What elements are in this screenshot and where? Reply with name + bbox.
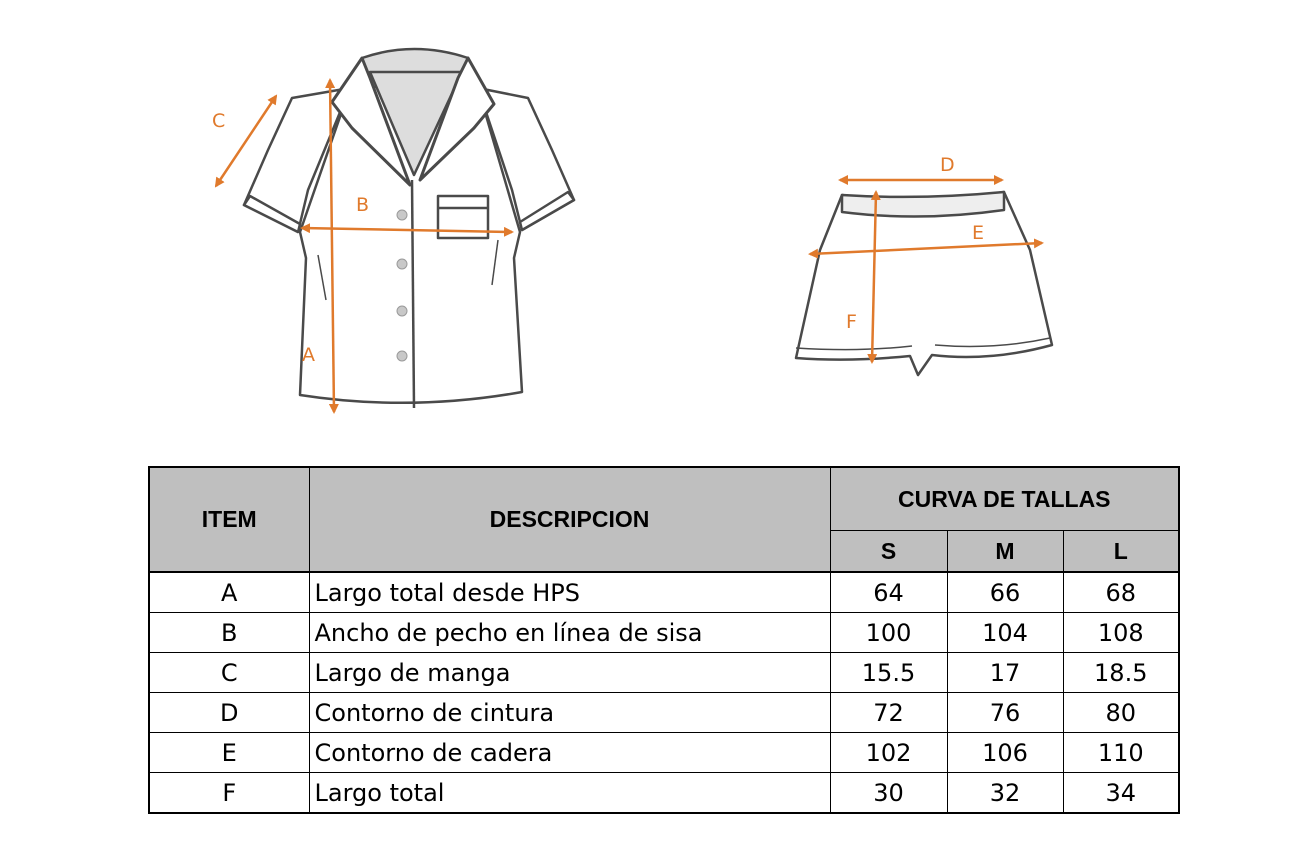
cell-size-m: 76 <box>947 693 1063 733</box>
cell-size-m: 17 <box>947 653 1063 693</box>
label-d: D <box>940 154 955 176</box>
size-chart-header <box>149 467 1179 572</box>
cell-size-s: 15.5 <box>830 653 947 693</box>
table-row <box>149 773 1179 814</box>
cell-item: F <box>149 773 309 814</box>
cell-size-m: 104 <box>947 613 1063 653</box>
cell-size-l: 108 <box>1063 613 1179 653</box>
cell-item: E <box>149 733 309 773</box>
cell-item: C <box>149 653 309 693</box>
cell-description: Contorno de cadera <box>309 733 830 773</box>
header-size-m: M <box>947 531 1063 573</box>
cell-size-s: 30 <box>830 773 947 814</box>
cell-description: Largo total <box>309 773 830 814</box>
cell-size-l: 80 <box>1063 693 1179 733</box>
cell-size-l: 110 <box>1063 733 1179 773</box>
cell-size-l: 34 <box>1063 773 1179 814</box>
cell-size-s: 64 <box>830 572 947 613</box>
label-e: E <box>972 222 985 244</box>
cell-size-l: 18.5 <box>1063 653 1179 693</box>
header-size-l: L <box>1063 531 1179 573</box>
cell-description: Largo total desde HPS <box>309 572 830 613</box>
table-row <box>149 572 1179 613</box>
cell-size-s: 72 <box>830 693 947 733</box>
header-item: ITEM <box>149 467 309 572</box>
label-f: F <box>846 311 857 333</box>
cell-item: A <box>149 572 309 613</box>
table-row <box>149 693 1179 733</box>
cell-size-m: 32 <box>947 773 1063 814</box>
label-c: C <box>212 110 226 132</box>
header-size-s: S <box>830 531 947 573</box>
cell-description: Contorno de cintura <box>309 693 830 733</box>
cell-size-l: 68 <box>1063 572 1179 613</box>
header-description: DESCRIPCION <box>309 467 830 572</box>
cell-description: Ancho de pecho en línea de sisa <box>309 613 830 653</box>
cell-size-m: 106 <box>947 733 1063 773</box>
header-size-group: CURVA DE TALLAS <box>830 467 1179 531</box>
table-row <box>149 733 1179 773</box>
cell-size-s: 102 <box>830 733 947 773</box>
table-row <box>149 613 1179 653</box>
label-a: A <box>302 344 315 366</box>
label-b: B <box>356 194 370 216</box>
shirt-drawing <box>244 49 574 408</box>
cell-item: D <box>149 693 309 733</box>
cell-item: B <box>149 613 309 653</box>
shorts-drawing <box>796 192 1052 375</box>
table-row <box>149 653 1179 693</box>
cell-size-s: 100 <box>830 613 947 653</box>
size-chart-table <box>148 466 1180 814</box>
cell-description: Largo de manga <box>309 653 830 693</box>
cell-size-m: 66 <box>947 572 1063 613</box>
